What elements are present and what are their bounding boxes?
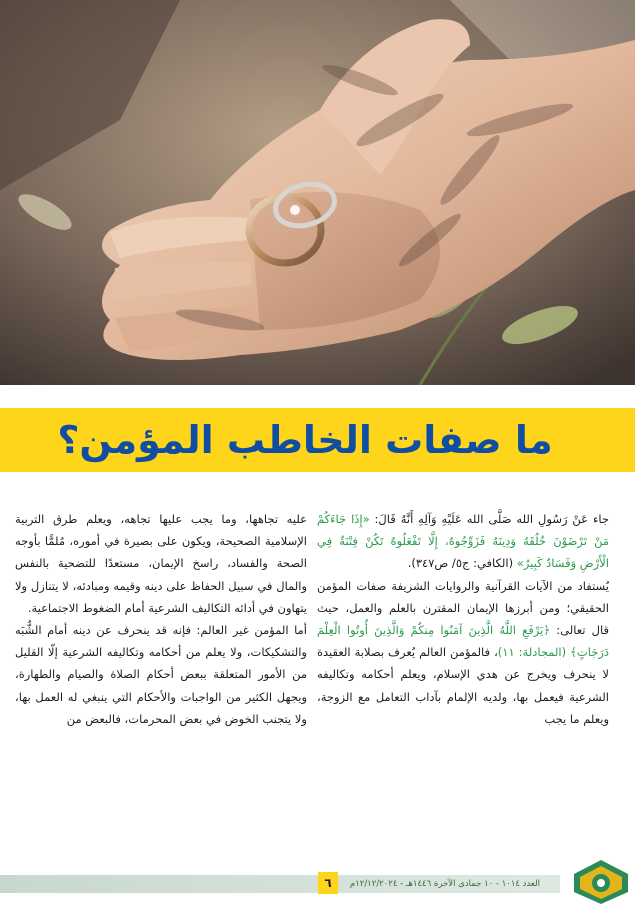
paragraph-text: ، فالمؤمن العالم يُعرف بصلابة العقيدة لا ينحرف ويخرج عن هدي الإسلام، ويعلم أحكامه وتكاليفه الشرعية فيعمل بها، ولديه الإلمام بآداب التعامل مع الزوجة، ويعلم ما يجب bbox=[317, 645, 609, 726]
hands-rings-illustration bbox=[0, 0, 635, 385]
article-column-left bbox=[15, 508, 307, 864]
article-paragraph bbox=[317, 508, 609, 575]
article-paragraph: عليه تجاهها، وما يجب عليها تجاهه، ويعلم طرق التربية الإسلامية الصحيحة، ويكون على بصيرة في أموره، مُلمًّا بأوجه الصحة والفساد، راسخ الإيمان، مستعدًا للتضحية بالنفس والمال في سبيل الحفاظ على دينه وقيمه ومبادئه، لا يتنازل ولا يتهاون في أدائه التكاليف الشرعية أمام الضغوط الاجتماعية. bbox=[15, 512, 307, 615]
hero-photo bbox=[0, 0, 635, 385]
magazine-logo-icon bbox=[572, 858, 630, 906]
article-paragraph bbox=[317, 575, 609, 730]
page-title: ما صفات الخاطب المؤمن؟ bbox=[57, 418, 553, 462]
quran-quote: ﴿يَرْفَعِ اللَّهُ الَّذِينَ آمَنُوا مِنكُمْ وَالَّذِينَ أُوتُوا الْعِلْمَ دَرَجَاتٍ﴾ (المجادلة: ١١) bbox=[317, 623, 609, 660]
paragraph-text: جاء عَنْ رَسُولِ الله صَلَّى الله عَلَيْهِ وَآلِهِ أَنَّهُ قَالَ: bbox=[369, 512, 609, 526]
article-paragraph: أما المؤمن غير العالم: فإنه قد ينحرف عن دينه أمام الشُّبَه والتشكيكات، ولا يعلم من أحكامه وتكاليفه الشرعية إلّا القليل من الأمور المتعلقة ببعض أحكام الصلاة والصيام والطهارة، ويجهل الكثير من الواجبات والأحكام التي ينبغي له العمل بها، ولا يتجنب الخوض في بعض المحرمات، فالبعض من bbox=[15, 623, 307, 726]
issue-info: العدد ١٠١٤ - ١٠ جمادى الآخرة ١٤٤٦هـ - ١٢/١٢/٢٠٢٤م bbox=[349, 879, 540, 889]
hadith-quote: «إِذَا جَاءَكُمْ مَنْ تَرْضَوْنَ خُلُقَهُ وَدِينَهُ فَزَوِّجُوهُ، إِلَّا تَفْعَلُوهُ تَكُنْ فِتْنَةٌ فِي الْأَرْضِ وَفَسَادٌ كَبِيرٌ» bbox=[317, 512, 609, 571]
article-column-right bbox=[317, 508, 609, 864]
citation: (الكافي: ج٥/ ص٣٤٧). bbox=[407, 556, 517, 571]
paragraph-text: يُستفاد من الآيات القرآنية والروايات الشريفة صفات المؤمن الحقيقي؛ ومن أبرزها الإيمان المقترن بالعلم والعمل، حيث قال تعالى: bbox=[317, 578, 609, 638]
page-number: ٦ bbox=[318, 872, 338, 894]
